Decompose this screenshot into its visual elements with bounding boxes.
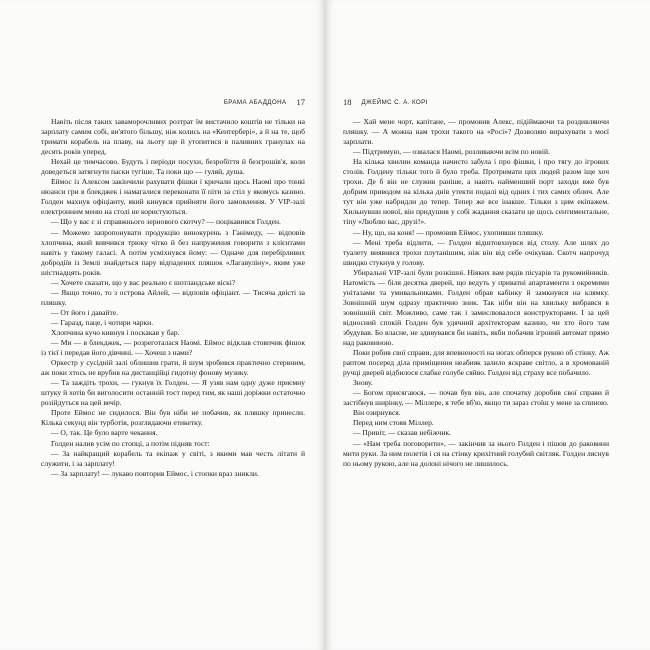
- paragraph: — Ну, що, на коня! — промовив Еймос, ухопивши пляшку.: [353, 227, 544, 237]
- right-page: [325, 0, 650, 650]
- paragraph: Оркестр у сусідній залі облишив грати, й шум зробився практично стервним, аж поки хтось не врубив на дистанційці гидотну фонову музику.: [41, 358, 305, 378]
- paragraph: — Привіт, — сказав небіжчик.: [353, 428, 452, 438]
- paragraph: Знову.: [353, 378, 373, 388]
- paragraph: Перед ним стояв Міллер.: [353, 418, 434, 428]
- left-page-header: [224, 97, 305, 107]
- paragraph: — Якщо точно, то з острова Айлей, — відповів офіціант. — Тисяча двісті за пляшку.: [41, 287, 305, 307]
- paragraph: — Гаразд, паце, і чотири чарки.: [51, 317, 154, 327]
- paragraph: Поки робив свої справи, для впевненості на ногах обперся рукою об стінку. Аж раптом посеред діла приміщення неабияк залило яскраве світло, а в хромованій ручці дверей відбилося слабке голубе сяйво. Голден від страху все побачило.: [343, 348, 609, 378]
- paragraph: — О, так. Це було варте чекання.: [51, 428, 158, 438]
- paragraph: — От його і давайте.: [51, 307, 119, 317]
- paragraph: — «Нам треба поговорити», — закінчив за нього Голден і пішов до раковини мити руки. За ним полетів і ся на стінку крихітний голубий світляк. Голден ляснув по ньому рукою, але на долоні нічого не лишилось.: [343, 438, 609, 468]
- right-page-body: [343, 117, 609, 469]
- page-number: 17: [296, 97, 305, 107]
- paragraph: — Можемо запропонувати продукцію винокурень з Ганімеду, — відповів хлопчина, який вивчився трюку чітко й без напруження говорити з клієнтами навіть у такому галасі. А потім усміхнувся йому: — Одначе для перебірливих добродіїв із Землі знайдеться пару відпадених пляшок «Лагавуліну», яким уже шістнадцять років.: [41, 227, 305, 277]
- right-page-header: [343, 97, 428, 107]
- paragraph: На кілька хвилин команда начисто забула і про фішки, і про тягу до ігрових столів. Голдену тільки того й було треба. Протримати цих людей разом іще хоч трохи. Де б він не служив раніше, а навіть найменший порт заходи вже був добрим приводом на кілька днів утекти подалі від одних і тих самих облич. Але тут він уже набридли до тепер. Тепер же все інакше. Тільки з цим екіпажем. Хильнувши нової, він придушив у собі жадання сказати це щось сентиментальне, тіпу «Люблю вас, друзі!».: [343, 157, 609, 227]
- paragraph: — Підтримую, — озвалася Наомі, розливаючи всім по новій.: [353, 147, 550, 157]
- paragraph: — Що у вас є зі справжнього зернового скотчу? — поцікавився Голден.: [51, 217, 281, 227]
- paragraph: Нехай це тимчасово. Будуть і періоди посухи, безробіття й безгрошів'я, коли доведеться затягнути паски тугіше. Та поки що — гуляй, душа.: [41, 157, 305, 177]
- running-title: ДЖЕЙМС С. А. КОРІ: [361, 99, 428, 106]
- paragraph: — Та заждіть трохи, — гукнув їх Голден. — Я узяв нам одну дуже приємну штуку й хотів би виголосити останній тост перед тим, як наші доріжки остаточно розійдуться на цей вечір.: [41, 378, 305, 408]
- paragraph: Хлопчина кучо кивнув і поскакав у бар.: [51, 327, 180, 337]
- page-number: 18: [343, 97, 352, 107]
- paragraph: Він озирнувся.: [353, 408, 401, 418]
- paragraph: — Богом присягаюся, — почав був він, але спочатку доробив свої справи й застібнув ширінку, — Міллере, я тебе вб'ю, якщо ти зараз стоїш у мене за спиною.: [343, 388, 609, 408]
- paragraph: — Хай мене чорт, капітане, — промовив Алекс, підіймаючи та роздивляючи пляшку. — А можна нам трохи такого на «Росі»? Дозволяю вирахувати з моєї зарплати.: [343, 117, 609, 147]
- paragraph: Навіть після таких заваморочливих розтрат їм вистачило коштів не тільки на зарплату самим собі, ви'ятого більшу, ніж колись на «Кентербері», а й на те, щоб тримати корабель на плаву, на льоту ще й утопитися в паливних гранулах на десять років уперед.: [41, 117, 305, 157]
- paragraph: Проте Еймос не сидилося. Він був ніби не побачив, як пляшку принесли. Кілька секунд він турботів, розглядаючи етикетку.: [41, 408, 305, 428]
- paragraph: — За найкращий корабель та екіпаж у світі, з якими мав честь літати й служити, і за зарплату!: [41, 448, 305, 468]
- paragraph: — Хочете сказати, що у вас реально є шотландське віскі?: [51, 277, 236, 287]
- running-title: БРАМА АБАДДОНА: [223, 99, 287, 106]
- paragraph: — За зарплату! — лукаво повторив Еймос, і стопки враз зникли.: [51, 468, 259, 478]
- paragraph: Еймос із Алексом закінчили рахувати фішки і кричали щось Наомі про тонкі нюанси гри в блекджек і намагалися переконати її піти за стіл у якомусь казино. Голден махнув офіціанту, який кинувся прийняти його замовлення. У VIP-залі електронним меню на столі не користуються.: [41, 177, 305, 217]
- paragraph: Убиральні VIP-залі були розкішні. Ніяких вам рядів пісуарів та рукомийників. Натомість — біля десятка дверей, що ведуть у приватні апартаменти з окремими унітазами та умивальниками. Голден обрав кабінку й замкнувся на клямку. Зовнішній шум одразу практично зник. Так ніби він на хвильку вибрався в зовнішній світ. Можливо, саме так і замислювалося конструкторами. І за цей відносний спокій Голден був удячний архітекторам казино, чи хто його там збудував. Бо власне, не здивувався би навіть, якби побачив ігровий автомат прямо над раковиною.: [343, 267, 609, 348]
- paragraph: Голден налив усім по стопці, а потім підняв тост:: [51, 438, 210, 448]
- paragraph: — Мені треба відлити, — Голден відштовхнувся від столу. Але шлях до туалету виявився трохи плутанішим, ніж він від себе очікував. Скотч напрочуд швидко стукнув у голову.: [343, 237, 609, 267]
- left-page-body: [41, 117, 305, 479]
- paragraph: — Ми — в блекджек, — розреготалася Наомі. Еймос відклав стовпчик фішок із тієї і передав його дівчині. — Хочеш з нами?: [41, 338, 305, 358]
